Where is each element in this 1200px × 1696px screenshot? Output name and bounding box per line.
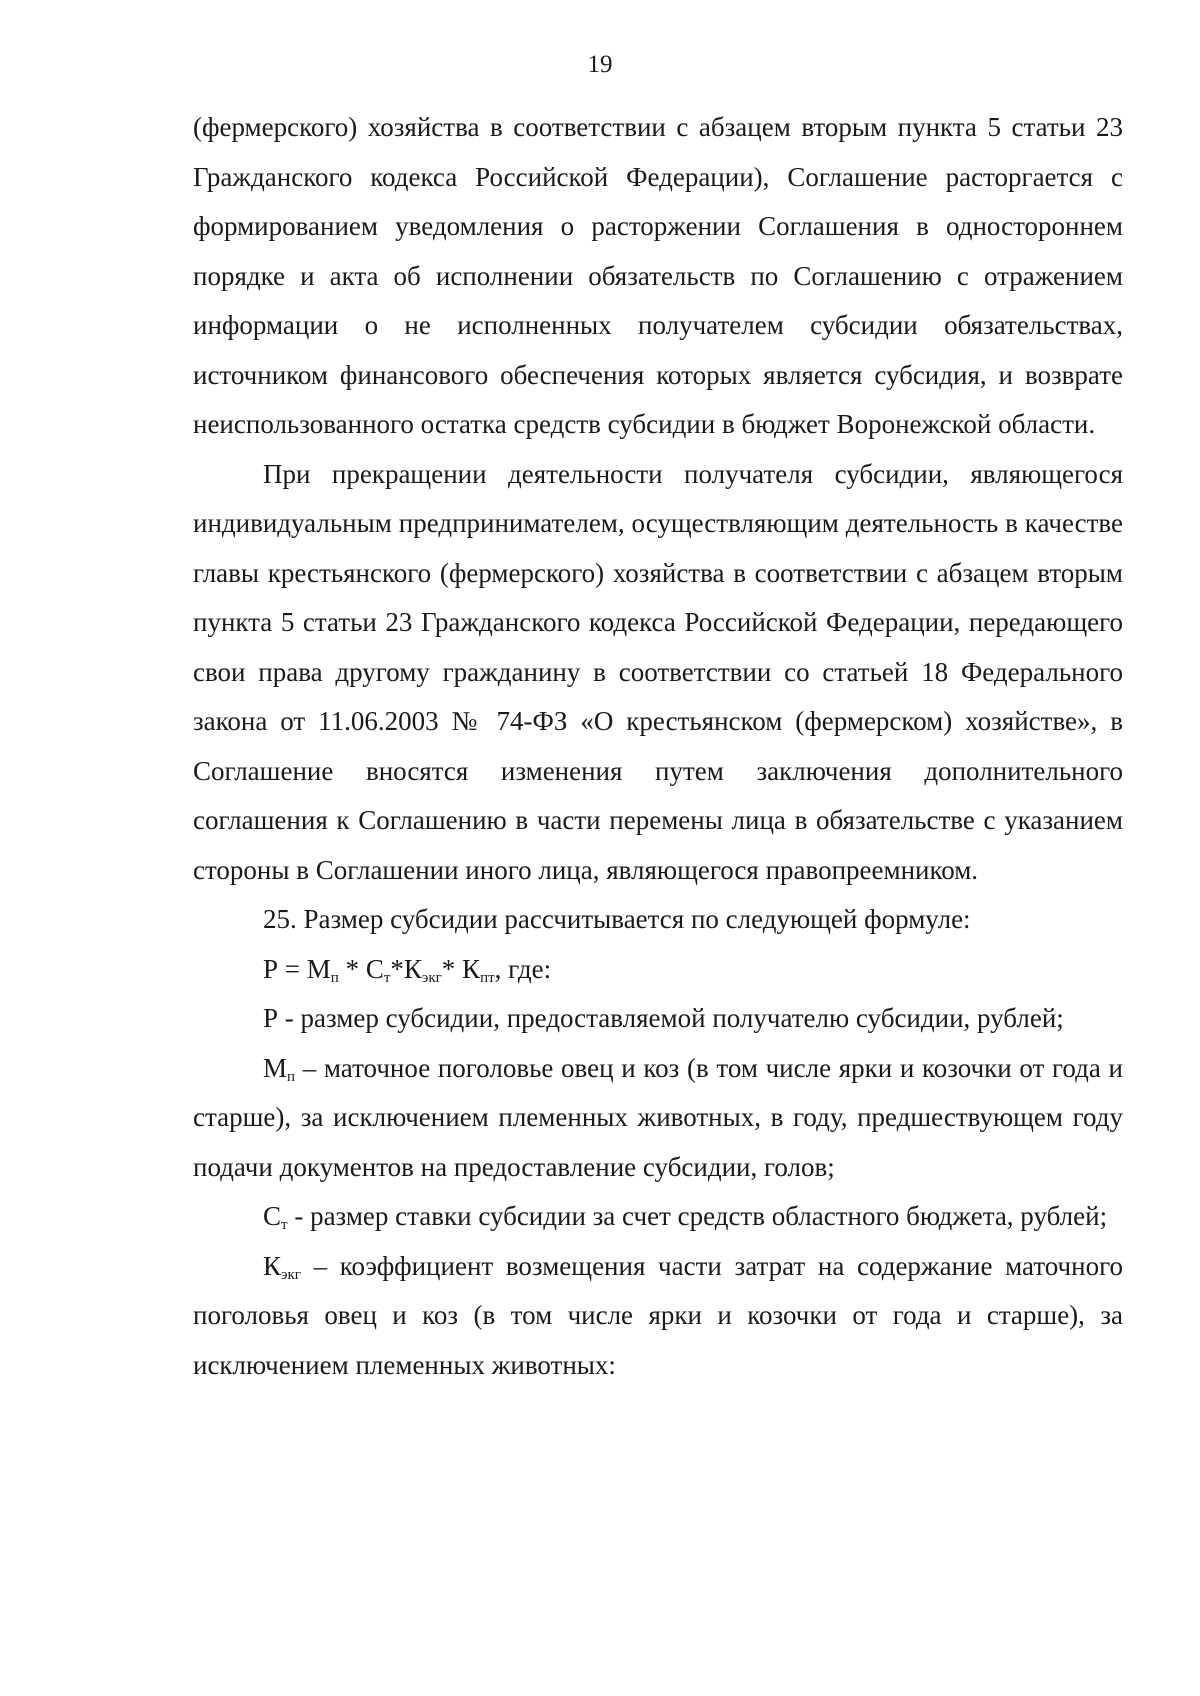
formula-times-2: * [390,953,404,984]
definition-mp-symbol-sub: п [287,1068,296,1085]
formula-times-1: * [338,953,366,984]
formula-k1: К [403,953,422,984]
subsidy-formula [193,945,1123,995]
formula-c-sub: т [383,969,391,986]
formula-eq: = [278,953,307,984]
document-body [193,103,1123,1390]
definition-p [193,994,1123,1044]
formula-times-3: * [441,953,463,984]
formula-k1-sub: экг [421,969,442,986]
definition-mp-symbol: М [263,1052,288,1083]
formula-k2: К [462,953,481,984]
formula-tail: , где: [494,953,552,984]
definition-mp-text: – маточное поголовье овец и коз (в том числе ярки и козочки от года и старше), за исключением племенных животных, в году, предшествующем году подачи документов на предоставление субсидии, голов; [193,1052,1123,1182]
definition-kekg-symbol-sub: экг [281,1266,301,1283]
definition-ct [193,1192,1123,1242]
definition-kekg [193,1242,1123,1391]
formula-m-sub: п [330,969,339,986]
definition-p-text: - размер субсидии, предоставляемой получателю субсидии, рублей; [278,1003,1064,1033]
page-number: 19 [587,51,613,78]
formula-p: Р [263,953,279,984]
formula-c: С [365,953,384,984]
definition-ct-symbol: С [263,1201,282,1231]
definition-mp [193,1044,1123,1193]
paragraph-succession: При прекращении деятельности получателя субсидии, являющегося индивидуальным предпринимателем, осуществляющим деятельность в качестве главы крестьянского (фермерского) хозяйства в соответствии с абзацем вторым пункта 5 статьи 23 Гражданского кодекса Российской Федерации, передающего свои права другому гражданину в соответствии со статьей 18 Федерального закона от 11.06.2003 № 74-ФЗ «О крестьянском (фермерском) хозяйстве», в Соглашение вносятся изменения путем заключения дополнительного соглашения к Соглашению в части перемены лица в обязательстве с указанием стороны в Соглашении иного лица, являющегося правопреемником. [193,458,1123,885]
definition-ct-symbol-sub: т [281,1217,288,1233]
definition-kekg-symbol: К [263,1250,282,1281]
paragraph-item-25: 25. Размер субсидии рассчитывается по следующей формуле: [263,904,971,934]
paragraph-termination: (фермерского) хозяйства в соответствии с абзацем вторым пункта 5 статьи 23 Гражданского кодекса Российской Федерации), Соглашение расторгается с формированием уведомления о расторжении Соглашения в одностороннем порядке и акта об исполнении обязательств по Соглашению с отражением информации о не исполненных получателем субсидии обязательствах, источником финансового обеспечения которых является субсидия, и возврате неиспользованного остатка средств субсидии в бюджет Воронежской области. [193,112,1123,439]
formula-m: М [306,953,331,984]
definition-kekg-text: – коэффициент возмещения части затрат на содержание маточного поголовья овец и коз (в том числе ярки и козочки от года и старше), за исключением племенных животных: [193,1250,1123,1380]
definition-ct-text: - размер ставки субсидии за счет средств областного бюджета, рублей; [287,1201,1108,1231]
definition-p-symbol: Р [263,1003,279,1033]
formula-k2-sub: пт [480,969,495,986]
